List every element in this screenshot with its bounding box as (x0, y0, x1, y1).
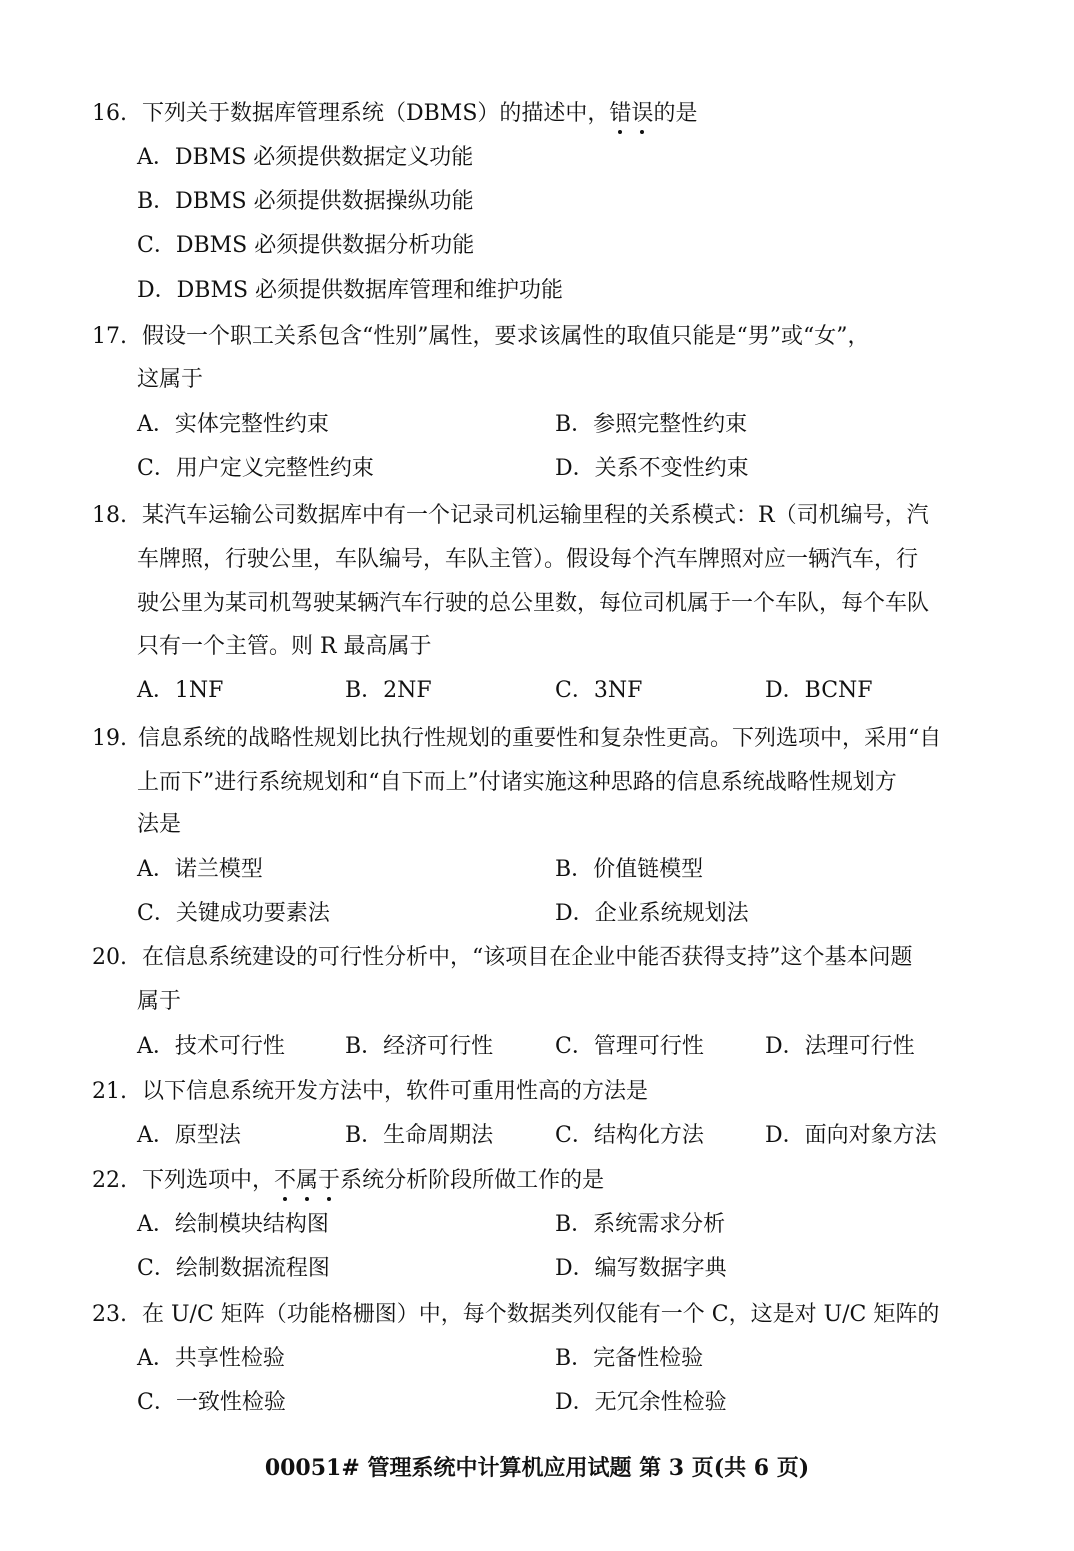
question-text: 的是 (653, 101, 698, 126)
question-16-stem (92, 103, 697, 125)
question-18-stem-cont: 车牌照，行驶公里，车队编号，车队主管）。假设每个汽车牌照对应一辆汽车，行 (137, 547, 919, 572)
question-text: 在信息系统建设的可行性分析中，“该项目在企业中能否获得支持”这个基本问题 (142, 945, 913, 970)
option-d: D．法理可行性 (765, 1034, 915, 1059)
option-a: A．绘制模块结构图 (137, 1212, 329, 1237)
option-b: B．价值链模型 (555, 857, 704, 882)
option-a: A．DBMS 必须提供数据定义功能 (137, 145, 474, 170)
question-text: 某汽车运输公司数据库中有一个记录司机运输里程的关系模式：R（司机编号，汽 (142, 503, 929, 528)
option-d: D．无冗余性检验 (555, 1390, 727, 1415)
question-18-stem-cont: 驶公里为某司机驾驶某辆汽车行驶的总公里数，每位司机属于一个车队，每个车队 (137, 591, 930, 616)
question-21-stem (92, 1081, 648, 1103)
option-d: D．关系不变性约束 (555, 456, 749, 481)
question-19-stem-cont: 法是 (137, 812, 182, 837)
emphasis-char: 错 (609, 101, 632, 126)
question-text: 下列关于数据库管理系统（DBMS）的描述中， (142, 101, 610, 126)
question-17-stem (92, 326, 870, 348)
question-number: 23. (92, 1302, 127, 1327)
question-text: 以下信息系统开发方法中，软件可重用性高的方法是 (142, 1079, 649, 1104)
question-23-stem (92, 1304, 939, 1326)
option-c: C．管理可行性 (555, 1034, 704, 1059)
question-text: 假设一个职工关系包含“性别”属性，要求该属性的取值只能是“男”或“女”， (142, 324, 870, 349)
option-d: D．BCNF (765, 678, 873, 703)
option-d: D．DBMS 必须提供数据库管理和维护功能 (137, 278, 564, 303)
option-d: D．企业系统规划法 (555, 901, 749, 926)
question-17-stem-cont: 这属于 (137, 367, 204, 392)
question-18-stem-cont: 只有一个主管。则 R 最高属于 (137, 634, 432, 659)
question-number: 17. (92, 324, 127, 349)
option-b: B．经济可行性 (345, 1034, 494, 1059)
option-d: D．面向对象方法 (765, 1123, 937, 1148)
emphasis-char: 于 (318, 1168, 341, 1193)
emphasis-char: 不 (274, 1168, 297, 1193)
option-a: A．诺兰模型 (137, 857, 263, 882)
question-19-stem-cont: 上而下”进行系统规划和“自下而上”付诸实施这种思路的信息系统战略性规划方 (137, 770, 897, 795)
page-footer: 00051# 管理系统中计算机应用试题 第 3 页(共 6 页) (264, 1455, 810, 1481)
option-a: A．共享性检验 (137, 1346, 285, 1371)
question-number: 18. (92, 503, 127, 528)
option-c: C．用户定义完整性约束 (137, 456, 374, 481)
option-b: B．参照完整性约束 (555, 412, 748, 437)
option-a: A．实体完整性约束 (137, 412, 329, 437)
question-number: 22. (92, 1168, 127, 1193)
question-text: 下列选项中， (142, 1168, 275, 1193)
option-c: C．关键成功要素法 (137, 901, 330, 926)
question-20-stem-cont: 属于 (137, 989, 182, 1014)
question-text: 系统分析阶段所做工作的是 (340, 1168, 605, 1193)
question-text: 在 U/C 矩阵（功能格栅图）中，每个数据类列仅能有一个 C，这是对 U/C 矩阵的 (142, 1302, 940, 1327)
option-c: C．3NF (555, 678, 643, 703)
option-a: A．1NF (137, 678, 224, 703)
option-a: A．技术可行性 (137, 1034, 285, 1059)
option-b: B．生命周期法 (345, 1123, 494, 1148)
option-b: B．2NF (345, 678, 432, 703)
option-c: C．一致性检验 (137, 1390, 286, 1415)
question-number: 21. (92, 1079, 127, 1104)
question-19-stem (92, 728, 941, 750)
option-c: C．绘制数据流程图 (137, 1256, 330, 1281)
option-a: A．原型法 (137, 1123, 241, 1148)
question-number: 19. (92, 726, 127, 751)
question-18-stem (92, 505, 929, 527)
option-b: B．完备性检验 (555, 1346, 704, 1371)
question-number: 16. (92, 101, 127, 126)
option-c: C．结构化方法 (555, 1123, 704, 1148)
emphasis-char: 属 (296, 1168, 319, 1193)
question-number: 20. (92, 945, 127, 970)
option-b: B．系统需求分析 (555, 1212, 726, 1237)
question-20-stem (92, 947, 913, 969)
question-22-stem (92, 1170, 604, 1192)
question-text: 信息系统的战略性规划比执行性规划的重要性和复杂性更高。下列选项中，采用“自 (138, 726, 942, 751)
option-c: C．DBMS 必须提供数据分析功能 (137, 233, 475, 258)
option-b: B．DBMS 必须提供数据操纵功能 (137, 189, 474, 214)
option-d: D．编写数据字典 (555, 1256, 727, 1281)
emphasis-char: 误 (631, 101, 654, 126)
